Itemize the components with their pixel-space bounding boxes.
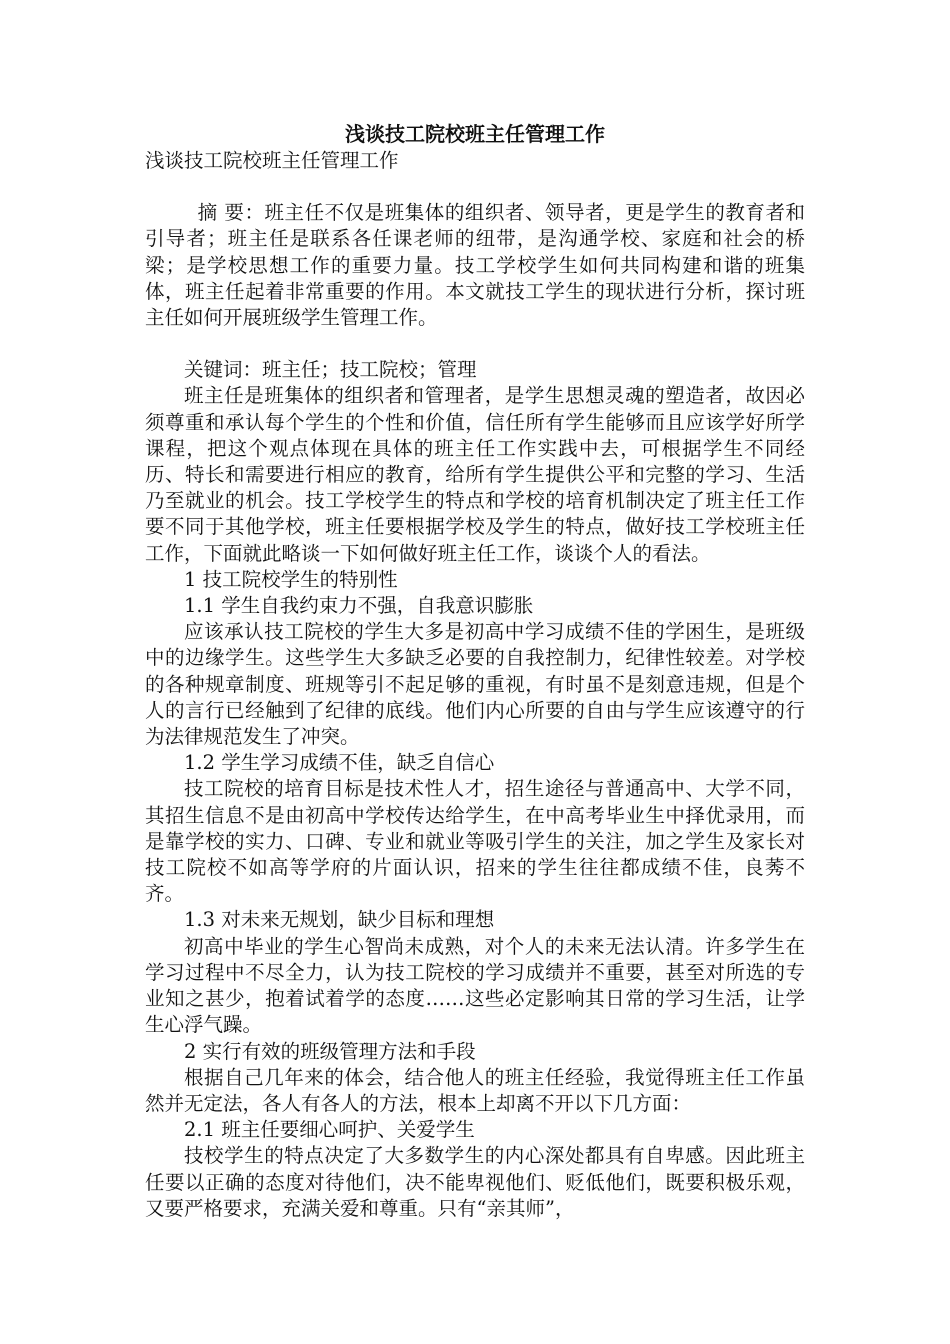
body-paragraph-1-2: 技工院校的培育目标是技术性人才，招生途径与普通高中、大学不同，其招生信息不是由初高中学校传达给学生，在中高考毕业生中择优录用，而是靠学校的实力、口碑、专业和就业等吸引学生的关注，加之学生及家长对技工院校不如高等学府的片面认识，招来的学生往往都成绩不佳，良莠不齐。 [145,777,805,906]
intro-paragraph: 班主任是班集体的组织者和管理者，是学生思想灵魂的塑造者，故因必须尊重和承认每个学生的个性和价值，信任所有学生能够而且应该学好所学课程，把这个观点体现在具体的班主任工作实践中去，可根据学生不同经历、特长和需要进行相应的教育，给所有学生提供公平和完整的学习、生活乃至就业的机会。技工学校学生的特点和学校的培育机制决定了班主任工作要不同于其他学校，班主任要根据学校及学生的特点，做好技工学校班主任工作，下面就此略谈一下如何做好班主任工作，谈谈个人的看法。 [145,384,805,565]
subsection-heading-1-2: 1.2 学生学习成绩不佳，缺乏自信心 [184,751,495,775]
document-subtitle: 浅谈技工院校班主任管理工作 [145,149,399,172]
keywords-line: 关键词：班主任；技工院校；管理 [184,358,477,382]
spacer [145,331,805,357]
body-paragraph-2: 根据自己几年来的体会，结合他人的班主任经验，我觉得班主任工作虽然并无定法，各人有各人的方法，根本上却离不开以下几方面： [145,1065,805,1115]
subsection-heading-1-3: 1.3 对未来无规划，缺少目标和理想 [184,908,495,932]
document-body [145,120,805,1222]
subsection-heading-2-1: 2.1 班主任要细心呵护、关爱学生 [184,1118,475,1142]
spacer [145,174,805,200]
body-paragraph-1-3: 初高中毕业的学生心智尚未成熟，对个人的未来无法认清。许多学生在学习过程中不尽全力，认为技工院校的学习成绩并不重要，甚至对所选的专业知之甚少，抱着试着学的态度……这些必定影响其日常的学习生活，让学生心浮气躁。 [145,934,805,1037]
body-paragraph-1-1: 应该承认技工院校的学生大多是初高中学习成绩不佳的学困生，是班级中的边缘学生。这些学生大多缺乏必要的自我控制力，纪律性较差。对学校的各种规章制度、班规等引不起足够的重视，有时虽不是刻意违规，但是个人的言行已经触到了纪律的底线。他们内心所要的自由与学生应该遵守的行为法律规范发生了冲突。 [145,620,805,749]
section-heading-2: 2 实行有效的班级管理方法和手段 [184,1039,476,1063]
abstract-paragraph: 摘 要：班主任不仅是班集体的组织者、领导者，更是学生的教育者和引导者；班主任是联系各任课老师的纽带，是沟通学校、家庭和社会的桥梁；是学校思想工作的重要力量。技工学校学生如何共同构建和谐的班集体，班主任起着非常重要的作用。本文就技工学生的现状进行分析，探讨班主任如何开展班级学生管理工作。 [145,201,805,330]
document-title: 浅谈技工院校班主任管理工作 [345,122,605,146]
section-heading-1: 1 技工院校学生的特别性 [184,567,398,591]
body-paragraph-2-1: 技校学生的特点决定了大多数学生的内心深处都具有自卑感。因此班主任要以正确的态度对待他们，决不能卑视他们、贬低他们，既要积极乐观，又要严格要求，充满关爱和尊重。只有“亲其师”， [145,1144,805,1220]
subsection-heading-1-1: 1.1 学生自我约束力不强，自我意识膨胀 [184,594,534,618]
